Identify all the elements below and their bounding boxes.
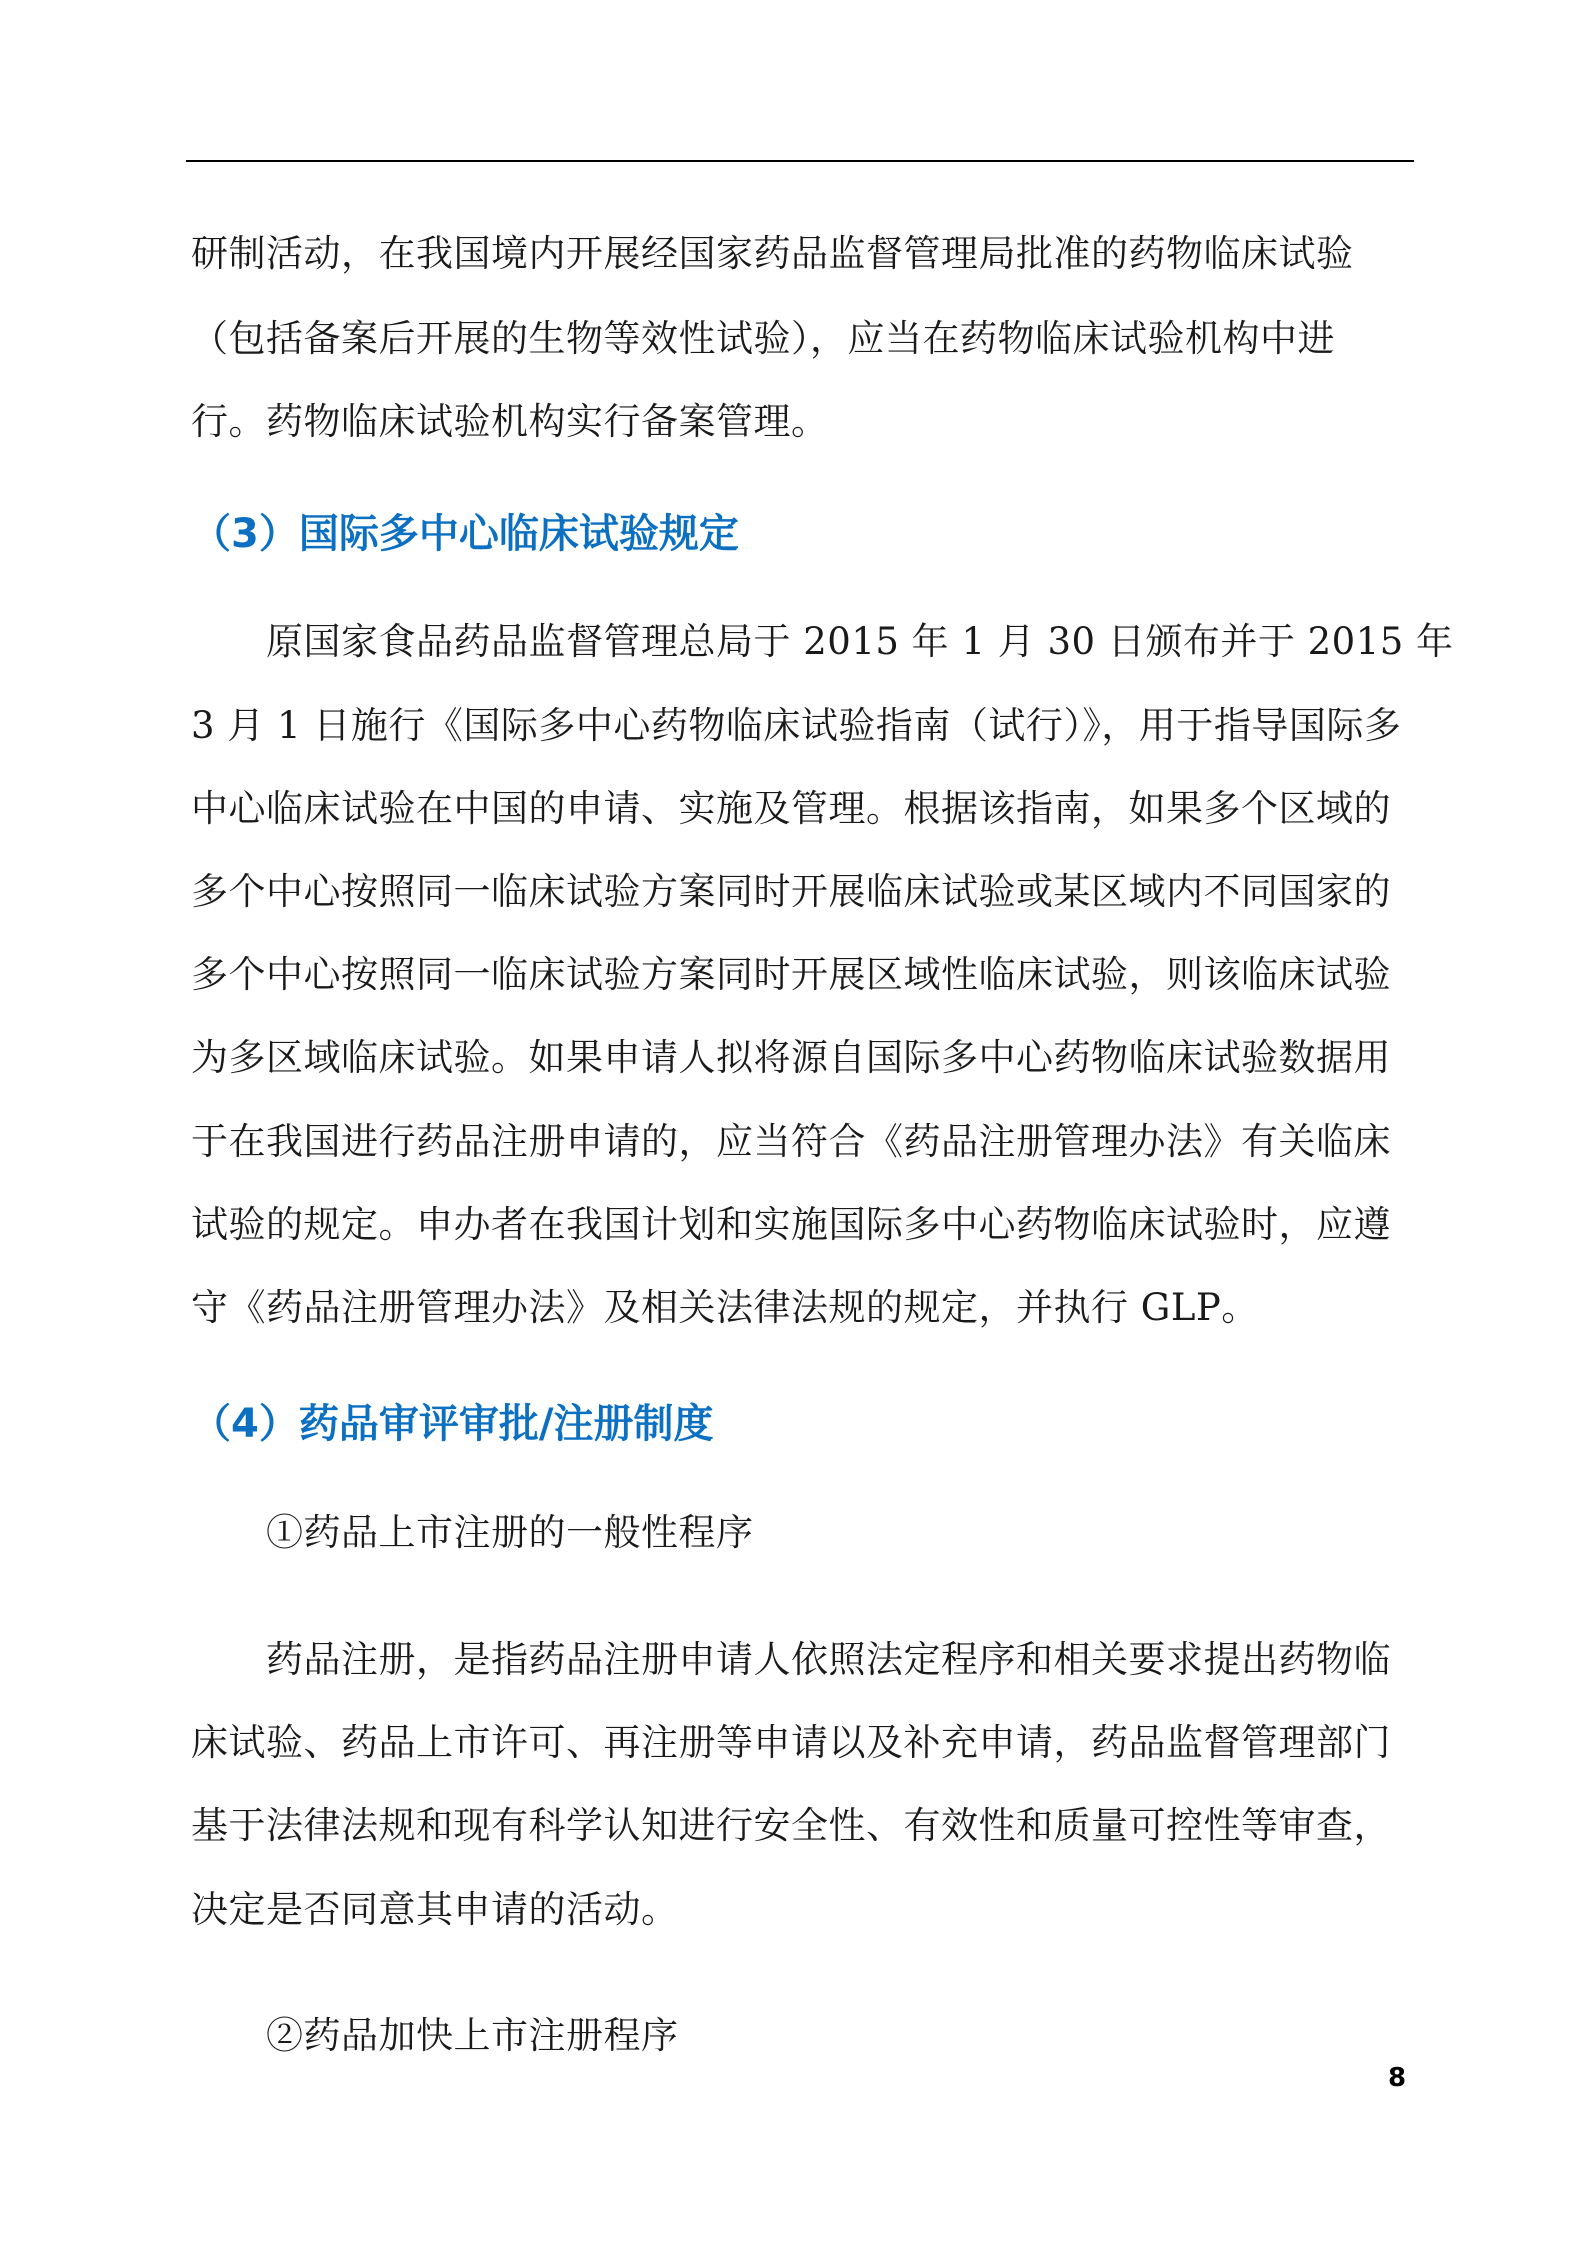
paragraph-line: 基于法律法规和现有科学认知进行安全性、有效性和质量可控性等审查， [191,1804,1391,1847]
paragraph-line: 中心临床试验在中国的申请、实施及管理。根据该指南，如果多个区域的 [191,787,1391,830]
paragraph-line: 为多区域临床试验。如果申请人拟将源自国际多中心药物临床试验数据用 [191,1036,1391,1079]
paragraph-line: 多个中心按照同一临床试验方案同时开展临床试验或某区域内不同国家的 [191,870,1391,913]
paragraph-line: 行。药物临床试验机构实行备案管理。 [191,400,829,443]
paragraph-line: 3 月 1 日施行《国际多中心药物临床试验指南（试行）》，用于指导国际多 [191,704,1402,747]
subheading: ②药品加快上市注册程序 [266,2014,679,2057]
paragraph-line: 守《药品注册管理办法》及相关法律法规的规定，并执行 GLP。 [191,1286,1259,1329]
paragraph-line: 研制活动，在我国境内开展经国家药品监督管理局批准的药物临床试验 [191,232,1354,275]
section-heading: （3）国际多中心临床试验规定 [191,511,739,557]
paragraph-line: 于在我国进行药品注册申请的，应当符合《药品注册管理办法》有关临床 [191,1120,1391,1163]
paragraph-line: 床试验、药品上市许可、再注册等申请以及补充申请，药品监督管理部门 [191,1721,1391,1764]
paragraph-line: 原国家食品药品监督管理总局于 2015 年 1 月 30 日颁布并于 2015 年 [266,620,1454,663]
paragraph-line: 决定是否同意其申请的活动。 [191,1888,679,1931]
paragraph-line: （包括备案后开展的生物等效性试验），应当在药物临床试验机构中进 [191,317,1335,360]
header-rule [186,160,1414,162]
subheading: ①药品上市注册的一般性程序 [266,1511,754,1554]
paragraph-line: 多个中心按照同一临床试验方案同时开展区域性临床试验，则该临床试验 [191,953,1391,996]
page-number: 8 [1388,2063,1407,2093]
paragraph-line: 药品注册，是指药品注册申请人依照法定程序和相关要求提出药物临 [266,1638,1391,1681]
paragraph-line: 试验的规定。申办者在我国计划和实施国际多中心药物临床试验时，应遵 [191,1203,1391,1246]
section-heading: （4）药品审评审批/注册制度 [191,1401,714,1447]
